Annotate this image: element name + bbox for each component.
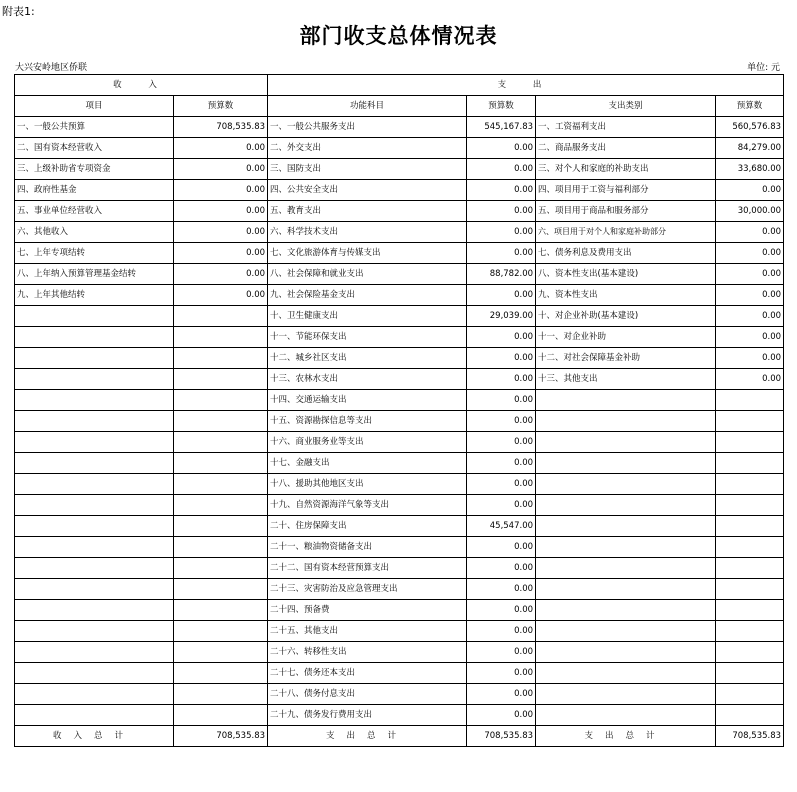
function-item: 十四、交通运输支出 bbox=[268, 390, 467, 411]
function-item: 十六、商业服务业等支出 bbox=[268, 432, 467, 453]
attachment-label: 附表1: bbox=[2, 5, 35, 18]
income-item: 二、国有资本经营收入 bbox=[15, 138, 174, 159]
function-budget: 0.00 bbox=[467, 348, 536, 369]
category-budget bbox=[716, 558, 784, 579]
function-budget: 0.00 bbox=[467, 579, 536, 600]
category-budget bbox=[716, 579, 784, 600]
function-budget: 0.00 bbox=[467, 432, 536, 453]
income-item bbox=[15, 306, 174, 327]
category-total-label: 支出总计 bbox=[536, 726, 716, 747]
table-row bbox=[15, 327, 784, 348]
table-row bbox=[15, 579, 784, 600]
income-item bbox=[15, 369, 174, 390]
category-budget bbox=[716, 663, 784, 684]
function-budget: 0.00 bbox=[467, 705, 536, 726]
function-item: 二十二、国有资本经营预算支出 bbox=[268, 558, 467, 579]
table-row bbox=[15, 390, 784, 411]
organization-name: 大兴安岭地区侨联 bbox=[15, 63, 88, 73]
category-item: 十三、其他支出 bbox=[536, 369, 716, 390]
function-budget: 0.00 bbox=[467, 390, 536, 411]
category-budget bbox=[716, 621, 784, 642]
income-item: 七、上年专项结转 bbox=[15, 243, 174, 264]
function-budget: 0.00 bbox=[467, 180, 536, 201]
income-budget: 708,535.83 bbox=[174, 117, 268, 138]
table-row bbox=[15, 537, 784, 558]
unit-label: 单位: 元 bbox=[747, 63, 780, 73]
category-item bbox=[536, 600, 716, 621]
category-budget bbox=[716, 600, 784, 621]
category-item bbox=[536, 453, 716, 474]
category-item bbox=[536, 516, 716, 537]
income-budget bbox=[174, 579, 268, 600]
function-item: 二十七、债务还本支出 bbox=[268, 663, 467, 684]
income-item bbox=[15, 621, 174, 642]
income-item bbox=[15, 516, 174, 537]
function-budget: 0.00 bbox=[467, 159, 536, 180]
category-item: 十一、对企业补助 bbox=[536, 327, 716, 348]
function-budget: 0.00 bbox=[467, 642, 536, 663]
table-row bbox=[15, 285, 784, 306]
income-budget bbox=[174, 663, 268, 684]
category-budget bbox=[716, 432, 784, 453]
category-item bbox=[536, 642, 716, 663]
function-budget: 0.00 bbox=[467, 222, 536, 243]
function-item: 一、一般公共服务支出 bbox=[268, 117, 467, 138]
table-row bbox=[15, 222, 784, 243]
category-budget bbox=[716, 495, 784, 516]
income-item bbox=[15, 642, 174, 663]
category-item bbox=[536, 390, 716, 411]
table-row bbox=[15, 642, 784, 663]
budget-table bbox=[14, 74, 784, 747]
function-budget: 0.00 bbox=[467, 663, 536, 684]
income-item bbox=[15, 453, 174, 474]
function-budget: 29,039.00 bbox=[467, 306, 536, 327]
table-row bbox=[15, 264, 784, 285]
income-budget bbox=[174, 705, 268, 726]
function-item: 四、公共安全支出 bbox=[268, 180, 467, 201]
income-budget: 0.00 bbox=[174, 243, 268, 264]
table-row bbox=[15, 453, 784, 474]
table-row bbox=[15, 516, 784, 537]
function-item: 二十四、预备费 bbox=[268, 600, 467, 621]
income-budget bbox=[174, 516, 268, 537]
function-budget: 0.00 bbox=[467, 474, 536, 495]
category-budget: 33,680.00 bbox=[716, 159, 784, 180]
table-row bbox=[15, 180, 784, 201]
category-budget bbox=[716, 642, 784, 663]
function-item: 二十六、转移性支出 bbox=[268, 642, 467, 663]
income-item bbox=[15, 474, 174, 495]
col-header-item: 项目 bbox=[15, 96, 174, 117]
income-budget: 0.00 bbox=[174, 159, 268, 180]
income-budget bbox=[174, 411, 268, 432]
function-item: 二十、住房保障支出 bbox=[268, 516, 467, 537]
category-budget: 0.00 bbox=[716, 327, 784, 348]
function-budget: 0.00 bbox=[467, 369, 536, 390]
category-item bbox=[536, 579, 716, 600]
income-item bbox=[15, 432, 174, 453]
table-row bbox=[15, 138, 784, 159]
category-budget: 84,279.00 bbox=[716, 138, 784, 159]
function-item: 十七、金融支出 bbox=[268, 453, 467, 474]
income-item: 六、其他收入 bbox=[15, 222, 174, 243]
function-budget: 0.00 bbox=[467, 621, 536, 642]
function-budget: 545,167.83 bbox=[467, 117, 536, 138]
table-row bbox=[15, 600, 784, 621]
income-item: 一、一般公共预算 bbox=[15, 117, 174, 138]
income-item bbox=[15, 537, 174, 558]
income-item bbox=[15, 600, 174, 621]
function-item: 八、社会保障和就业支出 bbox=[268, 264, 467, 285]
function-item: 十九、自然资源海洋气象等支出 bbox=[268, 495, 467, 516]
group-header-row bbox=[15, 75, 784, 96]
category-budget bbox=[716, 537, 784, 558]
category-budget bbox=[716, 474, 784, 495]
income-budget bbox=[174, 600, 268, 621]
category-item: 四、项目用于工资与福利部分 bbox=[536, 180, 716, 201]
table-row bbox=[15, 159, 784, 180]
income-budget bbox=[174, 621, 268, 642]
category-budget bbox=[716, 411, 784, 432]
category-item bbox=[536, 537, 716, 558]
function-budget: 0.00 bbox=[467, 495, 536, 516]
category-budget: 0.00 bbox=[716, 264, 784, 285]
function-budget: 0.00 bbox=[467, 558, 536, 579]
column-header-row bbox=[15, 96, 784, 117]
category-budget bbox=[716, 390, 784, 411]
income-item bbox=[15, 558, 174, 579]
function-item: 十二、城乡社区支出 bbox=[268, 348, 467, 369]
income-budget bbox=[174, 306, 268, 327]
category-budget bbox=[716, 705, 784, 726]
expense-group-header: 支 出 bbox=[268, 75, 784, 96]
table-row bbox=[15, 411, 784, 432]
income-item bbox=[15, 495, 174, 516]
category-item: 一、工资福利支出 bbox=[536, 117, 716, 138]
category-item: 五、项目用于商品和服务部分 bbox=[536, 201, 716, 222]
income-budget bbox=[174, 348, 268, 369]
table-row bbox=[15, 705, 784, 726]
table-row bbox=[15, 684, 784, 705]
function-item: 六、科学技术支出 bbox=[268, 222, 467, 243]
income-item bbox=[15, 579, 174, 600]
category-budget: 0.00 bbox=[716, 369, 784, 390]
income-total-value: 708,535.83 bbox=[174, 726, 268, 747]
category-item: 十二、对社会保障基金补助 bbox=[536, 348, 716, 369]
category-item: 二、商品服务支出 bbox=[536, 138, 716, 159]
income-budget bbox=[174, 684, 268, 705]
income-item bbox=[15, 705, 174, 726]
function-item: 二十三、灾害防治及应急管理支出 bbox=[268, 579, 467, 600]
category-budget: 0.00 bbox=[716, 306, 784, 327]
category-item bbox=[536, 495, 716, 516]
income-item bbox=[15, 327, 174, 348]
function-budget: 0.00 bbox=[467, 285, 536, 306]
table-row bbox=[15, 201, 784, 222]
function-item: 三、国防支出 bbox=[268, 159, 467, 180]
category-item bbox=[536, 684, 716, 705]
table-row bbox=[15, 348, 784, 369]
function-budget: 45,547.00 bbox=[467, 516, 536, 537]
income-budget bbox=[174, 432, 268, 453]
income-budget bbox=[174, 453, 268, 474]
col-header-budget-3: 预算数 bbox=[716, 96, 784, 117]
income-budget bbox=[174, 495, 268, 516]
table-row bbox=[15, 306, 784, 327]
category-item bbox=[536, 663, 716, 684]
category-budget: 560,576.83 bbox=[716, 117, 784, 138]
function-budget: 0.00 bbox=[467, 537, 536, 558]
category-item: 三、对个人和家庭的补助支出 bbox=[536, 159, 716, 180]
income-budget bbox=[174, 327, 268, 348]
function-budget: 0.00 bbox=[467, 411, 536, 432]
category-total-value: 708,535.83 bbox=[716, 726, 784, 747]
income-budget bbox=[174, 558, 268, 579]
col-header-expense-category: 支出类别 bbox=[536, 96, 716, 117]
income-group-header: 收 入 bbox=[15, 75, 268, 96]
table-row bbox=[15, 117, 784, 138]
category-item: 六、项目用于对个人和家庭补助部分 bbox=[536, 222, 716, 243]
income-item bbox=[15, 348, 174, 369]
category-item bbox=[536, 411, 716, 432]
function-budget: 0.00 bbox=[467, 138, 536, 159]
function-item: 五、教育支出 bbox=[268, 201, 467, 222]
function-item: 十、卫生健康支出 bbox=[268, 306, 467, 327]
category-budget: 0.00 bbox=[716, 285, 784, 306]
income-total-label: 收入总计 bbox=[15, 726, 174, 747]
function-item: 十一、节能环保支出 bbox=[268, 327, 467, 348]
function-item: 二十五、其他支出 bbox=[268, 621, 467, 642]
table-row bbox=[15, 495, 784, 516]
table-row bbox=[15, 621, 784, 642]
function-budget: 0.00 bbox=[467, 600, 536, 621]
function-item: 二十一、粮油物资储备支出 bbox=[268, 537, 467, 558]
income-item bbox=[15, 411, 174, 432]
table-row bbox=[15, 243, 784, 264]
income-item: 八、上年纳入预算管理基金结转 bbox=[15, 264, 174, 285]
income-budget bbox=[174, 474, 268, 495]
function-total-label: 支出总计 bbox=[268, 726, 467, 747]
table-row bbox=[15, 663, 784, 684]
category-budget bbox=[716, 516, 784, 537]
function-item: 十五、资源勘探信息等支出 bbox=[268, 411, 467, 432]
income-budget bbox=[174, 642, 268, 663]
income-budget bbox=[174, 369, 268, 390]
function-item: 二十九、债务发行费用支出 bbox=[268, 705, 467, 726]
category-budget: 0.00 bbox=[716, 243, 784, 264]
category-budget: 0.00 bbox=[716, 180, 784, 201]
function-budget: 88,782.00 bbox=[467, 264, 536, 285]
table-row bbox=[15, 369, 784, 390]
income-item bbox=[15, 663, 174, 684]
function-budget: 0.00 bbox=[467, 243, 536, 264]
function-item: 七、文化旅游体育与传媒支出 bbox=[268, 243, 467, 264]
category-item: 十、对企业补助(基本建设) bbox=[536, 306, 716, 327]
category-budget: 0.00 bbox=[716, 348, 784, 369]
category-budget: 0.00 bbox=[716, 222, 784, 243]
income-budget: 0.00 bbox=[174, 264, 268, 285]
income-budget: 0.00 bbox=[174, 285, 268, 306]
category-item: 八、资本性支出(基本建设) bbox=[536, 264, 716, 285]
function-budget: 0.00 bbox=[467, 684, 536, 705]
category-item bbox=[536, 621, 716, 642]
page-title: 部门收支总体情况表 bbox=[299, 23, 498, 48]
income-budget bbox=[174, 537, 268, 558]
income-item: 五、事业单位经营收入 bbox=[15, 201, 174, 222]
income-budget: 0.00 bbox=[174, 201, 268, 222]
income-item: 四、政府性基金 bbox=[15, 180, 174, 201]
function-budget: 0.00 bbox=[467, 327, 536, 348]
income-budget bbox=[174, 390, 268, 411]
income-item bbox=[15, 390, 174, 411]
function-item: 二、外交支出 bbox=[268, 138, 467, 159]
function-budget: 0.00 bbox=[467, 453, 536, 474]
category-item: 九、资本性支出 bbox=[536, 285, 716, 306]
table-row bbox=[15, 432, 784, 453]
totals-row bbox=[15, 726, 784, 747]
income-item bbox=[15, 684, 174, 705]
function-item: 十八、援助其他地区支出 bbox=[268, 474, 467, 495]
category-item: 七、债务利息及费用支出 bbox=[536, 243, 716, 264]
income-item: 九、上年其他结转 bbox=[15, 285, 174, 306]
income-item: 三、上级补助省专项资金 bbox=[15, 159, 174, 180]
income-budget: 0.00 bbox=[174, 138, 268, 159]
income-budget: 0.00 bbox=[174, 180, 268, 201]
category-item bbox=[536, 705, 716, 726]
income-budget: 0.00 bbox=[174, 222, 268, 243]
category-budget: 30,000.00 bbox=[716, 201, 784, 222]
category-item bbox=[536, 474, 716, 495]
col-header-budget-2: 预算数 bbox=[467, 96, 536, 117]
category-item bbox=[536, 432, 716, 453]
col-header-function-subject: 功能科目 bbox=[268, 96, 467, 117]
function-item: 九、社会保险基金支出 bbox=[268, 285, 467, 306]
col-header-budget-1: 预算数 bbox=[174, 96, 268, 117]
table-row bbox=[15, 474, 784, 495]
function-item: 二十八、债务付息支出 bbox=[268, 684, 467, 705]
category-budget bbox=[716, 684, 784, 705]
function-item: 十三、农林水支出 bbox=[268, 369, 467, 390]
category-budget bbox=[716, 453, 784, 474]
function-budget: 0.00 bbox=[467, 201, 536, 222]
category-item bbox=[536, 558, 716, 579]
table-row bbox=[15, 558, 784, 579]
function-total-value: 708,535.83 bbox=[467, 726, 536, 747]
